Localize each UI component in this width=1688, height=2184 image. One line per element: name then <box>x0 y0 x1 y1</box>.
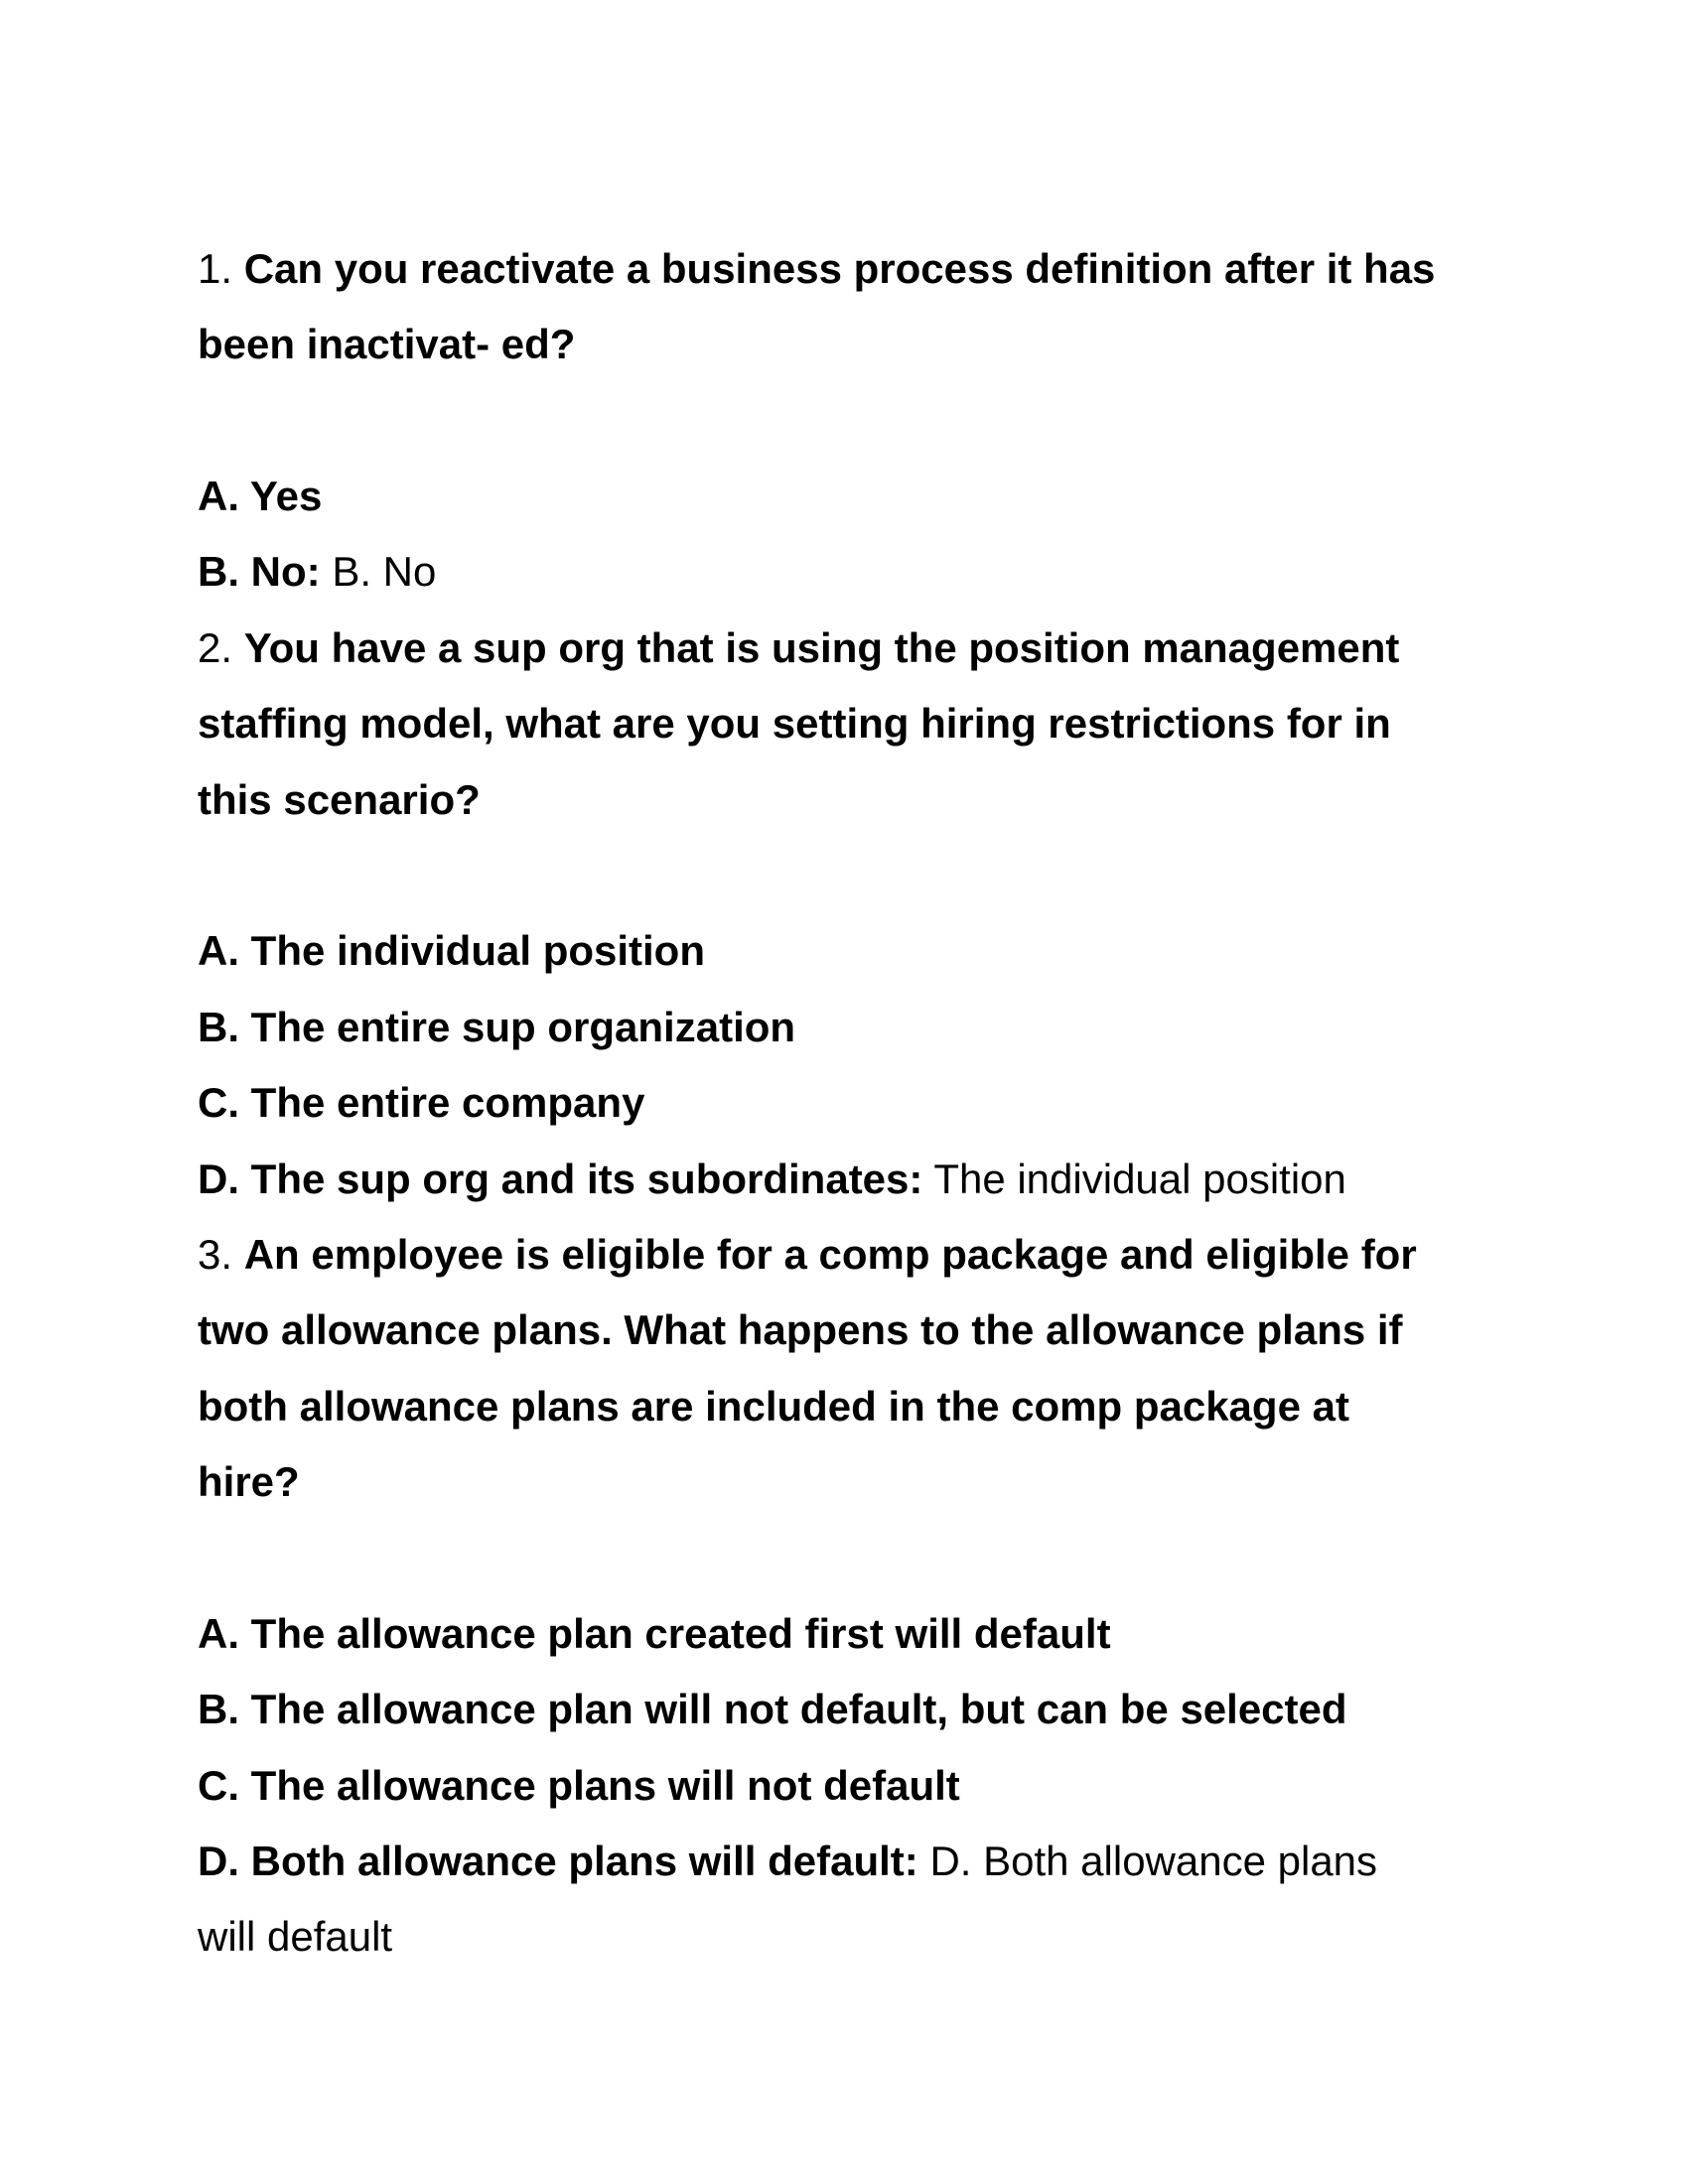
option: C. The allowance plans will not default <box>198 1762 960 1809</box>
question-text: An employee is eligible for a comp package and eligible for <box>243 1231 1417 1278</box>
answer: The individual position <box>933 1156 1346 1202</box>
question-text: been inactivat- ed? <box>198 321 576 367</box>
question-text: Can you reactivate a business process definition after it has <box>243 245 1436 292</box>
option-with-answer: D. Both allowance plans will default: D. Both allowance plans <box>198 1838 1378 1884</box>
question-3-line-2: two allowance plans. What happens to the allowance plans if <box>198 1306 1403 1353</box>
option-with-answer: D. The sup org and its subordinates: The individual position <box>198 1156 1346 1202</box>
question-3-line-3: both allowance plans are included in the comp package at <box>198 1383 1349 1430</box>
question-1-line-2 <box>198 320 575 369</box>
answer: D. Both allowance plans <box>929 1838 1378 1884</box>
question-3-line-4: hire? <box>198 1458 300 1505</box>
option-with-answer: B. No: B. No <box>198 548 437 595</box>
option: A. The individual position <box>198 927 705 974</box>
answer: B. No <box>332 548 437 595</box>
question-number: 2. <box>198 624 233 671</box>
answer-continued: will default <box>198 1913 393 1960</box>
question-2-line-2: staffing model, what are you setting hiring restrictions for in <box>198 700 1391 747</box>
option: B. The entire sup organization <box>198 1004 796 1050</box>
option: A. Yes <box>198 473 323 519</box>
question-2-line-1 <box>198 623 1399 673</box>
option: C. The entire company <box>198 1079 645 1126</box>
question-text: You have a sup org that is using the position management <box>243 624 1400 671</box>
question-number: 1. <box>198 245 233 292</box>
question-number: 3. <box>198 1231 233 1278</box>
question-3-line-1 <box>198 1230 1417 1280</box>
option: A. The allowance plan created first will default <box>198 1610 1111 1657</box>
question-2-line-3: this scenario? <box>198 776 481 823</box>
question-1-line-1 <box>198 244 1435 294</box>
option: B. The allowance plan will not default, but can be selected <box>198 1686 1347 1732</box>
